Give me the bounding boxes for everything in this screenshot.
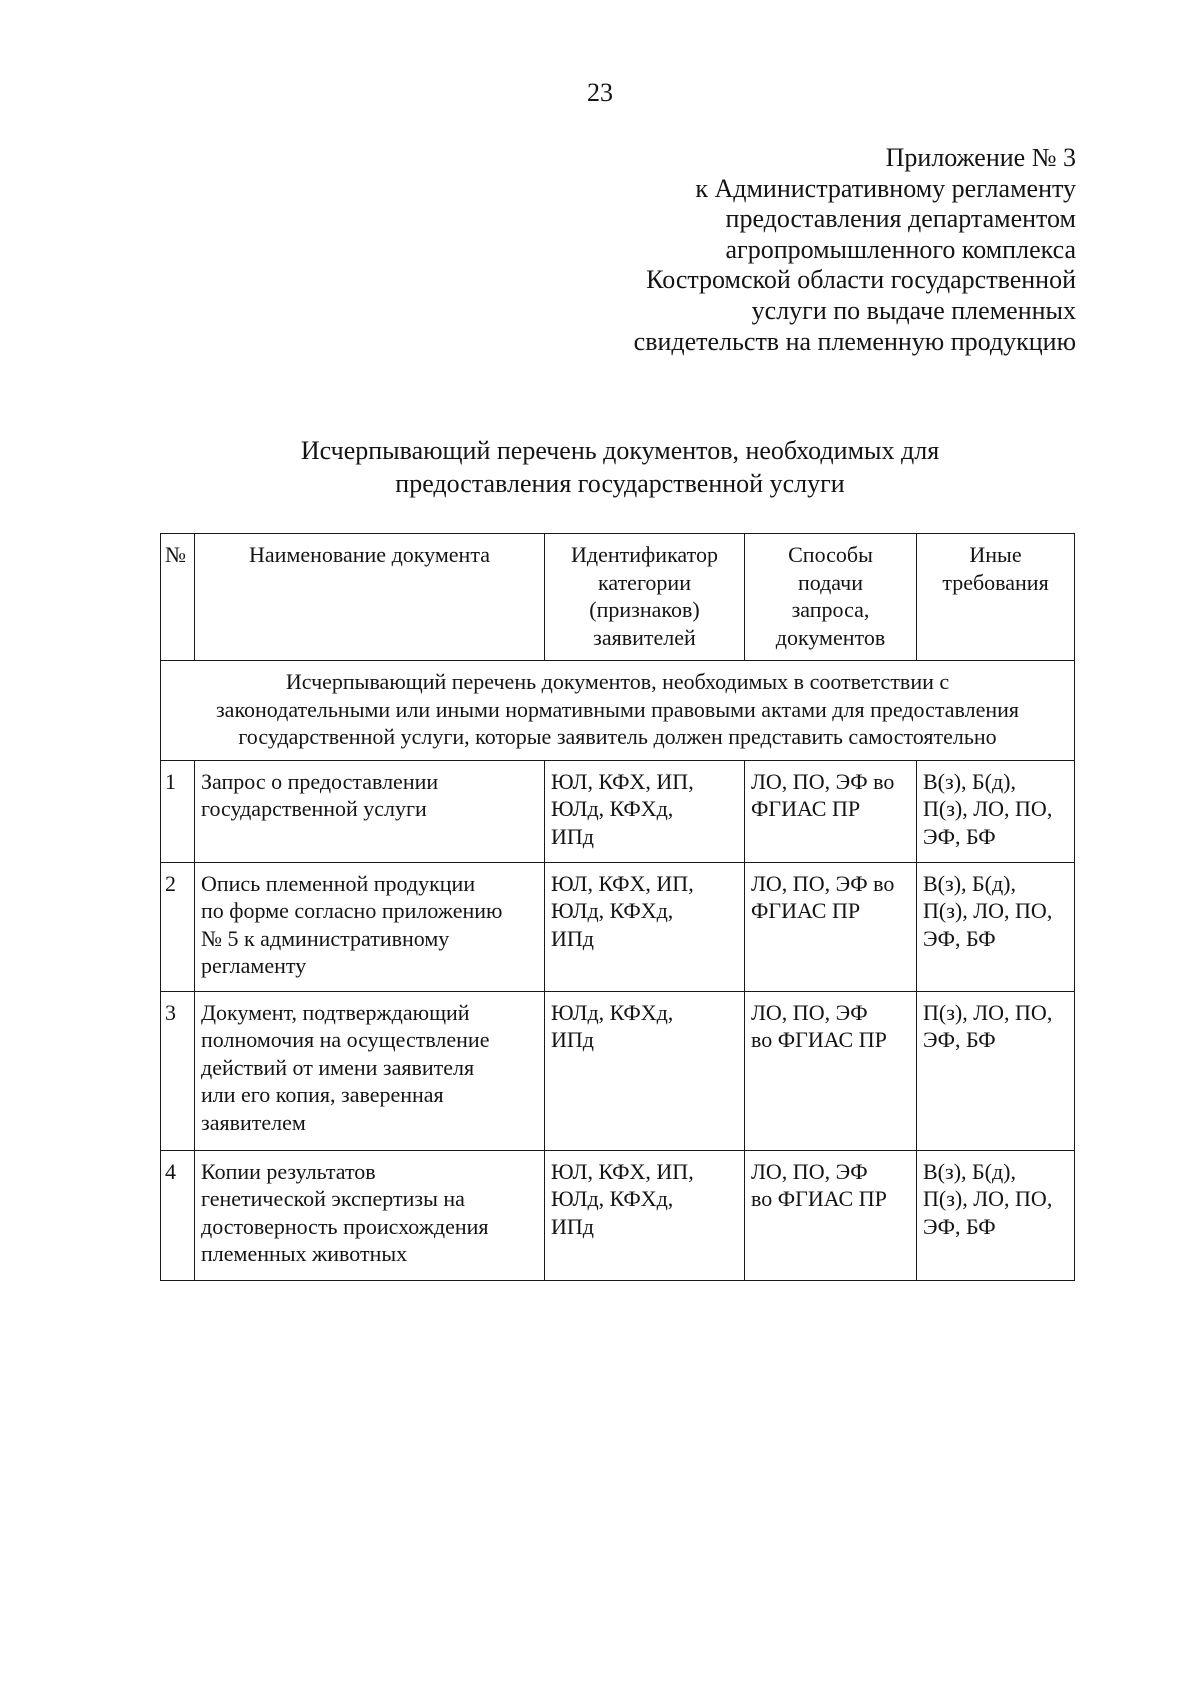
row-other-requirements: В(з), Б(д), П(з), ЛО, ПО, ЭФ, БФ — [917, 1150, 1075, 1280]
row-document-name: Документ, подтверждающий полномочия на осуществление действий от имени заявителя или его копия, заверенная заявителем — [195, 991, 545, 1150]
appendix-line: Приложение № 3 — [885, 143, 1076, 172]
page-number: 23 — [587, 78, 613, 107]
appendix-line: агропромышленного комплекса — [725, 234, 1076, 264]
row-number: 4 — [161, 1150, 195, 1280]
header-document-name: Наименование документа — [195, 534, 545, 661]
header-other-requirements: Иные требования — [917, 534, 1075, 661]
row-applicant-category: ЮЛд, КФХд, ИПд — [545, 991, 745, 1150]
document-title — [180, 434, 1060, 500]
table-row — [161, 991, 1075, 1150]
row-applicant-category: ЮЛ, КФХ, ИП, ЮЛд, КФХд, ИПд — [545, 760, 745, 862]
table-row — [161, 760, 1075, 862]
table-row — [161, 862, 1075, 991]
row-number: 3 — [161, 991, 195, 1150]
header-number: № — [161, 534, 195, 661]
row-document-name: Копии результатов генетической экспертизы на достоверность происхождения племенных животных — [195, 1150, 545, 1280]
row-other-requirements: В(з), Б(д), П(з), ЛО, ПО, ЭФ, БФ — [917, 760, 1075, 862]
table-section-row — [161, 661, 1075, 761]
row-other-requirements: В(з), Б(д), П(з), ЛО, ПО, ЭФ, БФ — [917, 862, 1075, 991]
row-submission-methods: ЛО, ПО, ЭФ во ФГИАС ПР — [745, 991, 917, 1150]
row-number: 1 — [161, 760, 195, 862]
row-applicant-category: ЮЛ, КФХ, ИП, ЮЛд, КФХд, ИПд — [545, 862, 745, 991]
row-submission-methods: ЛО, ПО, ЭФ во ФГИАС ПР — [745, 862, 917, 991]
row-number: 2 — [161, 862, 195, 991]
title-line: предоставления государственной услуги — [395, 469, 845, 498]
row-document-name: Опись племенной продукции по форме согласно приложению № 5 к административному регламенту — [195, 862, 545, 991]
appendix-line: к Административному регламенту — [695, 173, 1076, 203]
row-submission-methods: ЛО, ПО, ЭФ во ФГИАС ПР — [745, 1150, 917, 1280]
title-line: Исчерпывающий перечень документов, необходимых для — [300, 436, 940, 465]
section-caption: Исчерпывающий перечень документов, необходимых в соответствии с законодательными или иными нормативными правовыми актами для предоставления государственной услуги, которые заявитель должен представить самостоятельно — [161, 661, 1075, 761]
appendix-line: Костромской области государственной — [646, 265, 1076, 295]
header-applicant-category: Идентификатор категории (признаков) заявителей — [545, 534, 745, 661]
table-header-row — [161, 534, 1075, 661]
documents-table — [160, 533, 1075, 1281]
appendix-line: предоставления департаментом — [725, 204, 1076, 234]
appendix-reference — [476, 143, 1076, 357]
appendix-line: свидетельств на племенную продукцию — [633, 326, 1076, 356]
header-submission-methods: Способы подачи запроса, документов — [745, 534, 917, 661]
appendix-line: услуги по выдаче племенных — [751, 295, 1076, 325]
row-submission-methods: ЛО, ПО, ЭФ во ФГИАС ПР — [745, 760, 917, 862]
table-row — [161, 1150, 1075, 1280]
row-document-name: Запрос о предоставлении государственной услуги — [195, 760, 545, 862]
row-other-requirements: П(з), ЛО, ПО, ЭФ, БФ — [917, 991, 1075, 1150]
row-applicant-category: ЮЛ, КФХ, ИП, ЮЛд, КФХд, ИПд — [545, 1150, 745, 1280]
